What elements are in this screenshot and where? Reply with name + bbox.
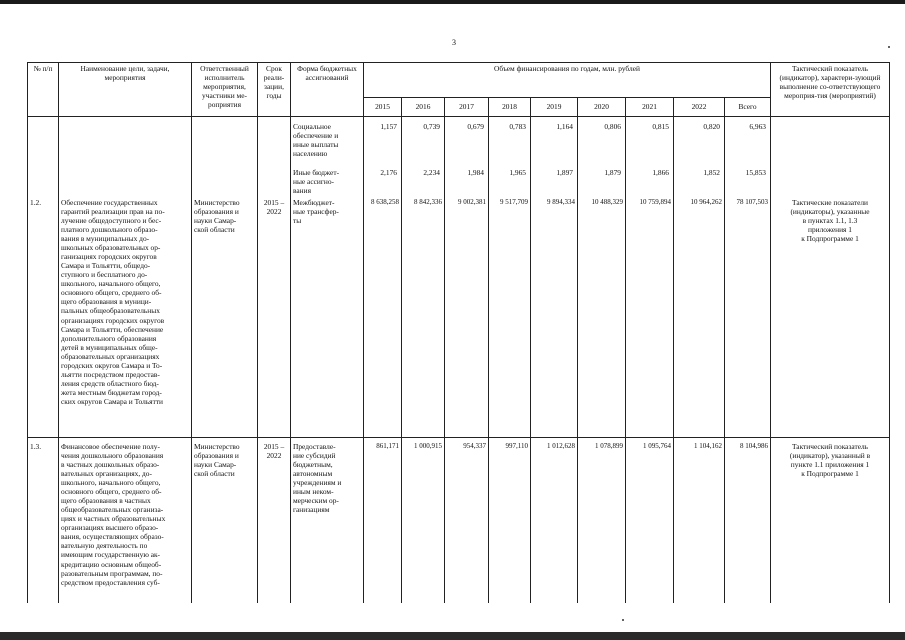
cell-value: 10 488,329: [578, 196, 626, 438]
table-row: [28, 165, 890, 196]
scan-speck: [622, 619, 624, 621]
cell-form: Предоставле- ние субсидий бюджетным, автономным учреждениям и иным неком- мерческим ор- ганизациям: [291, 438, 364, 604]
cell-indicator: [771, 165, 890, 196]
header-year: 2018: [489, 98, 531, 117]
cell-value: 861,171: [364, 438, 402, 604]
header-name: Наименование цели, задачи, мероприятия: [59, 63, 192, 117]
cell-value: 954,337: [445, 438, 489, 604]
header-year: 2016: [402, 98, 445, 117]
cell-value: 1,965: [489, 165, 531, 196]
cell-value: 1 000,915: [402, 438, 445, 604]
cell-indicator: [771, 117, 890, 166]
cell-name: [59, 165, 192, 196]
cell-value: 1,852: [674, 165, 725, 196]
cell-total: 8 104,986: [725, 438, 771, 604]
cell-executor: [192, 117, 258, 166]
page-number: 3: [452, 38, 456, 47]
cell-total: 78 107,503: [725, 196, 771, 438]
cell-num: [28, 117, 59, 166]
header-financing: Объем финансирования по годам, млн. рублей: [364, 63, 771, 98]
cell-value: 9 002,381: [445, 196, 489, 438]
cell-value: 2,176: [364, 165, 402, 196]
cell-indicator: Тактический показатель (индикатор), указанный в пункте 1.1 приложения 1 к Подпрограмме 1: [771, 438, 890, 604]
header-term: Срок реали-зации, годы: [258, 63, 291, 117]
header-form: Форма бюджетных ассигнований: [291, 63, 364, 117]
cell-value: 1,897: [531, 165, 578, 196]
cell-value: 1 095,764: [626, 438, 674, 604]
table-row: [28, 117, 890, 166]
cell-name: [59, 117, 192, 166]
cell-form: Социальное обеспечение и иные выплаты населению: [291, 117, 364, 166]
table-row: [28, 196, 890, 438]
header-year: 2019: [531, 98, 578, 117]
cell-value: 0,820: [674, 117, 725, 166]
cell-executor: [192, 165, 258, 196]
header-total: Всего: [725, 98, 771, 117]
cell-value: 10 759,894: [626, 196, 674, 438]
cell-form: Иные бюджет- ные ассигно- вания: [291, 165, 364, 196]
cell-value: 1,879: [578, 165, 626, 196]
cell-value: 1,164: [531, 117, 578, 166]
cell-num: [28, 165, 59, 196]
cell-value: 9 517,709: [489, 196, 531, 438]
cell-name: Обеспечение государственных гарантий реализации прав на по- лучение общедоступного и бес- платного дошкольного образо- вания в муниципальных до- школьных образовательных ор- ганизациях городских округов Самара и Тольятти, общедо- ступного и бесплатного до- школьного, начального общего, основного общего, среднего об- щего образования в муници- пальных общеобразовательных организациях городских округов Самара и Тольятти, обеспечение дополнительного образования детей в муниципальных обще- образовательных организациях городских округов Самара и То- льятти посредством предостав- ления средств областного бюд- жета местным бюджетам город- ских округов Самара и Тольятти: [59, 196, 192, 438]
table-row: [28, 438, 890, 604]
cell-value: 0,679: [445, 117, 489, 166]
cell-value: 8 638,258: [364, 196, 402, 438]
cell-total: 6,963: [725, 117, 771, 166]
cell-term: 2015 – 2022: [258, 438, 291, 604]
cell-value: 0,815: [626, 117, 674, 166]
cell-name: Финансовое обеспечение полу- чения дошкольного образования в частных дошкольных образо- вательных организациях, до- школьного, начального общего, основного общего, среднего об- щего образования в частных общеобразовательных организа- циях и частных образовательных организациях высшего образо- вания, осуществляющих образо- вательную деятельность по имеющим государственную ак- кредитацию основным общеоб- разовательным программам, по- средством предоставления суб-: [59, 438, 192, 604]
scan-bottom-edge: [0, 632, 905, 640]
cell-total: 15,853: [725, 165, 771, 196]
cell-value: 997,110: [489, 438, 531, 604]
cell-term: [258, 165, 291, 196]
cell-value: 10 964,262: [674, 196, 725, 438]
cell-value: 1,866: [626, 165, 674, 196]
cell-num: 1.2.: [28, 196, 59, 438]
cell-term: [258, 117, 291, 166]
header-year: 2022: [674, 98, 725, 117]
header-year: 2020: [578, 98, 626, 117]
cell-value: 8 842,336: [402, 196, 445, 438]
cell-value: 1,984: [445, 165, 489, 196]
cell-value: 1 078,899: [578, 438, 626, 604]
header-indicator: Тактический показатель (индикатор), характери-зующий выполнение со-ответствующего мероприя-тия (мероприятий): [771, 63, 890, 117]
header-year: 2021: [626, 98, 674, 117]
cell-term: 2015 – 2022: [258, 196, 291, 438]
cell-value: 1 104,162: [674, 438, 725, 604]
cell-indicator: Тактические показатели (индикаторы), указанные в пунктах 1.1, 1.3 приложения 1 к Подпрограмме 1: [771, 196, 890, 438]
cell-executor: Министерство образования и науки Самар- ской области: [192, 196, 258, 438]
cell-value: 1,157: [364, 117, 402, 166]
scan-speck: [888, 46, 890, 48]
header-year: 2015: [364, 98, 402, 117]
cell-value: 0,783: [489, 117, 531, 166]
cell-value: 0,806: [578, 117, 626, 166]
cell-executor: Министерство образования и науки Самар- ской области: [192, 438, 258, 604]
cell-value: 2,234: [402, 165, 445, 196]
cell-value: 0,739: [402, 117, 445, 166]
cell-value: 1 012,628: [531, 438, 578, 604]
cell-value: 9 894,334: [531, 196, 578, 438]
scan-top-edge: [0, 0, 905, 4]
header-executor: Ответственный исполнитель мероприятия, участники ме-роприятия: [192, 63, 258, 117]
financing-table: [27, 62, 890, 603]
header-year: 2017: [445, 98, 489, 117]
cell-num: 1.3.: [28, 438, 59, 604]
cell-form: Межбюджет- ные трансфер- ты: [291, 196, 364, 438]
header-num: № п/п: [28, 63, 59, 117]
